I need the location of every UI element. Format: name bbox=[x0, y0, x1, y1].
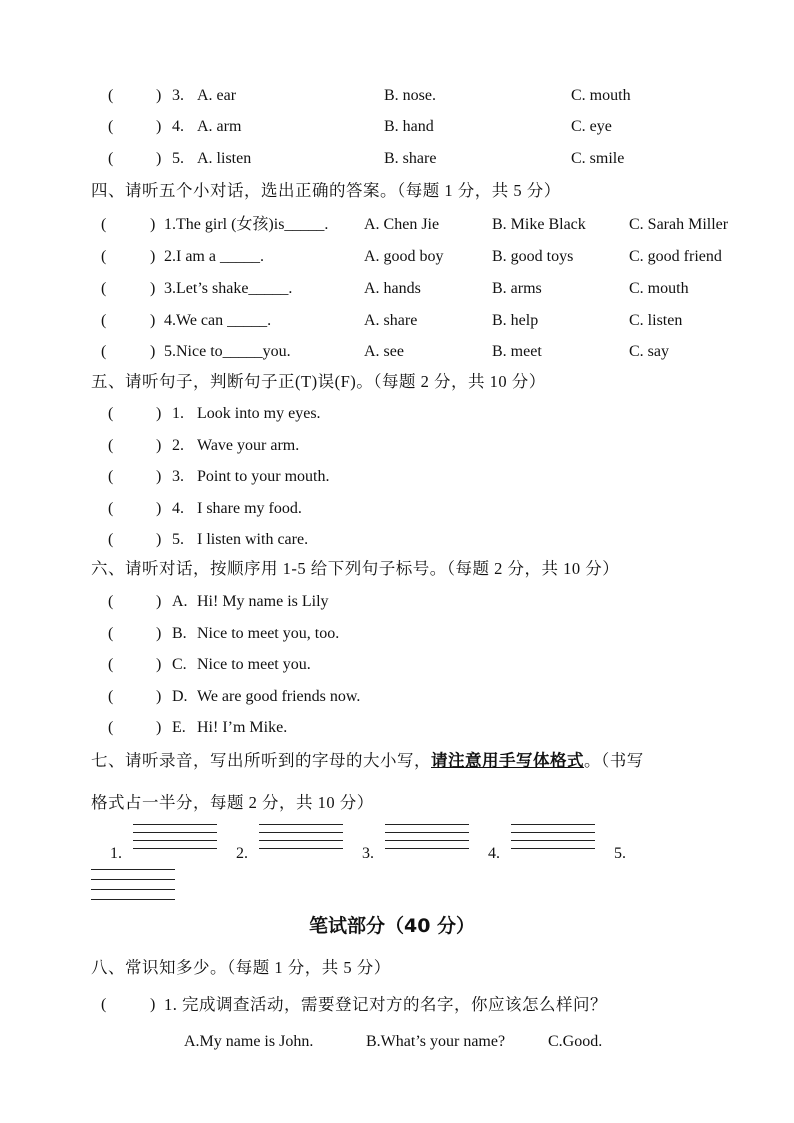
writing-number: 3. bbox=[362, 845, 374, 862]
writing-number: 2. bbox=[236, 845, 248, 862]
section-7-title bbox=[91, 753, 644, 770]
sentence: Hi! I’m Mike. bbox=[197, 719, 288, 736]
option-b: B. good toys bbox=[492, 248, 574, 265]
sentence: I share my food. bbox=[197, 500, 302, 517]
option-a: A. share bbox=[364, 312, 418, 329]
option-a: A. hands bbox=[364, 280, 421, 297]
option-a: A. see bbox=[364, 343, 404, 360]
option-letter: E. bbox=[172, 719, 186, 736]
four-line-grid[interactable] bbox=[133, 824, 217, 850]
option-letter: A. bbox=[172, 593, 188, 610]
option-letter: B. bbox=[172, 625, 187, 642]
paren-open: ( bbox=[108, 625, 114, 642]
paren-close: ) bbox=[150, 216, 156, 233]
option-b: B. share bbox=[384, 150, 437, 167]
question-text: 4.We can _____. bbox=[164, 312, 272, 329]
option-letter: C. bbox=[172, 656, 187, 673]
paren-open: ( bbox=[108, 405, 114, 422]
paren-open: ( bbox=[101, 248, 107, 265]
section-5-title: 五、请听句子，判断句子正(T)误(F)。（每题 2 分，共 10 分） bbox=[91, 372, 546, 391]
paren-close: ) bbox=[150, 280, 156, 297]
option-c: C. mouth bbox=[571, 87, 631, 104]
paren-open: ( bbox=[108, 593, 114, 610]
paren-close: ) bbox=[150, 996, 156, 1013]
paren-close: ) bbox=[150, 248, 156, 265]
paren-close: ) bbox=[156, 87, 162, 104]
paren-close: ) bbox=[156, 625, 162, 642]
option-a: A. listen bbox=[197, 150, 252, 167]
sentence: Look into my eyes. bbox=[197, 405, 321, 422]
option-c: C. say bbox=[629, 343, 669, 360]
section-6-title: 六、请听对话，按顺序用 1-5 给下列句子标号。（每题 2 分，共 10 分） bbox=[91, 559, 620, 578]
question-number: 3. bbox=[172, 87, 184, 104]
sentence: Wave your arm. bbox=[197, 437, 300, 454]
option-c: C. Sarah Miller bbox=[629, 216, 729, 233]
option-a: A. Chen Jie bbox=[364, 216, 440, 233]
option-letter: D. bbox=[172, 688, 188, 705]
option-b: B. Mike Black bbox=[492, 216, 586, 233]
option-b: B. arms bbox=[492, 280, 542, 297]
writing-number: 1. bbox=[110, 845, 122, 862]
paren-close: ) bbox=[156, 593, 162, 610]
sentence: Hi! My name is Lily bbox=[197, 593, 329, 610]
option-c: C.Good. bbox=[548, 1033, 603, 1050]
paren-open: ( bbox=[108, 437, 114, 454]
question-text: 5.Nice to_____you. bbox=[164, 343, 291, 360]
paren-close: ) bbox=[156, 688, 162, 705]
option-b: B. nose. bbox=[384, 87, 436, 104]
writing-number: 5. bbox=[614, 845, 626, 862]
paren-open: ( bbox=[108, 150, 114, 167]
question-text: 3.Let’s shake_____. bbox=[164, 280, 293, 297]
paren-open: ( bbox=[108, 531, 114, 548]
paren-close: ) bbox=[156, 150, 162, 167]
paren-open: ( bbox=[101, 216, 107, 233]
paren-open: ( bbox=[101, 343, 107, 360]
question-text: 2.I am a _____. bbox=[164, 248, 264, 265]
option-b: B. meet bbox=[492, 343, 542, 360]
sentence: Nice to meet you. bbox=[197, 656, 311, 673]
paren-close: ) bbox=[156, 500, 162, 517]
section-7-title-part1: 七、请听录音，写出所听到的字母的大小写， bbox=[91, 751, 431, 770]
sentence: I listen with care. bbox=[197, 531, 309, 548]
paren-open: ( bbox=[108, 500, 114, 517]
paren-open: ( bbox=[108, 719, 114, 736]
sentence: We are good friends now. bbox=[197, 688, 361, 705]
paren-close: ) bbox=[156, 656, 162, 673]
question-number: 1. bbox=[172, 405, 184, 422]
paren-open: ( bbox=[101, 280, 107, 297]
sentence: Nice to meet you, too. bbox=[197, 625, 340, 642]
question-number: 5. bbox=[172, 150, 184, 167]
question-text: 1. 完成调查活动，需要登记对方的名字，你应该怎么样问？ bbox=[164, 995, 607, 1014]
paren-open: ( bbox=[101, 312, 107, 329]
question-number: 2. bbox=[172, 437, 184, 454]
paren-open: ( bbox=[101, 996, 107, 1013]
option-b: B. hand bbox=[384, 118, 434, 135]
paren-close: ) bbox=[156, 719, 162, 736]
written-section-title: 笔试部分（40 分） bbox=[309, 915, 476, 937]
paren-open: ( bbox=[108, 468, 114, 485]
option-c: C. smile bbox=[571, 150, 625, 167]
option-b: B.What’s your name? bbox=[366, 1033, 506, 1050]
option-c: C. mouth bbox=[629, 280, 689, 297]
question-text: 1.The girl (女孩)is_____. bbox=[164, 216, 329, 233]
question-number: 4. bbox=[172, 500, 184, 517]
option-b: B. help bbox=[492, 312, 539, 329]
paren-open: ( bbox=[108, 87, 114, 104]
sentence: Point to your mouth. bbox=[197, 468, 330, 485]
paren-close: ) bbox=[150, 343, 156, 360]
section-7-title-emphasis: 请注意用手写体格式 bbox=[431, 751, 584, 770]
four-line-grid[interactable] bbox=[259, 824, 343, 850]
question-number: 3. bbox=[172, 468, 184, 485]
option-a: A. ear bbox=[197, 87, 237, 104]
section-7-title-line2: 格式占一半分，每题 2 分，共 10 分） bbox=[91, 793, 374, 812]
paren-close: ) bbox=[156, 531, 162, 548]
paren-open: ( bbox=[108, 118, 114, 135]
paren-close: ) bbox=[156, 468, 162, 485]
paren-open: ( bbox=[108, 656, 114, 673]
option-a: A. good boy bbox=[364, 248, 444, 265]
option-a: A. arm bbox=[197, 118, 242, 135]
paren-close: ) bbox=[156, 405, 162, 422]
question-number: 5. bbox=[172, 531, 184, 548]
paren-close: ) bbox=[150, 312, 156, 329]
option-c: C. good friend bbox=[629, 248, 722, 265]
four-line-grid[interactable] bbox=[511, 824, 595, 850]
option-a: A.My name is John. bbox=[184, 1033, 314, 1050]
paren-close: ) bbox=[156, 437, 162, 454]
question-number: 4. bbox=[172, 118, 184, 135]
section-7-title-part2: 。（书写 bbox=[584, 751, 644, 770]
writing-number: 4. bbox=[488, 845, 500, 862]
section-8-title: 八、常识知多少。（每题 1 分，共 5 分） bbox=[91, 958, 391, 977]
section-4-title: 四、请听五个小对话，选出正确的答案。（每题 1 分，共 5 分） bbox=[91, 181, 561, 200]
four-line-grid[interactable] bbox=[91, 869, 175, 895]
paren-close: ) bbox=[156, 118, 162, 135]
four-line-grid[interactable] bbox=[385, 824, 469, 850]
option-c: C. eye bbox=[571, 118, 612, 135]
option-c: C. listen bbox=[629, 312, 683, 329]
paren-open: ( bbox=[108, 688, 114, 705]
